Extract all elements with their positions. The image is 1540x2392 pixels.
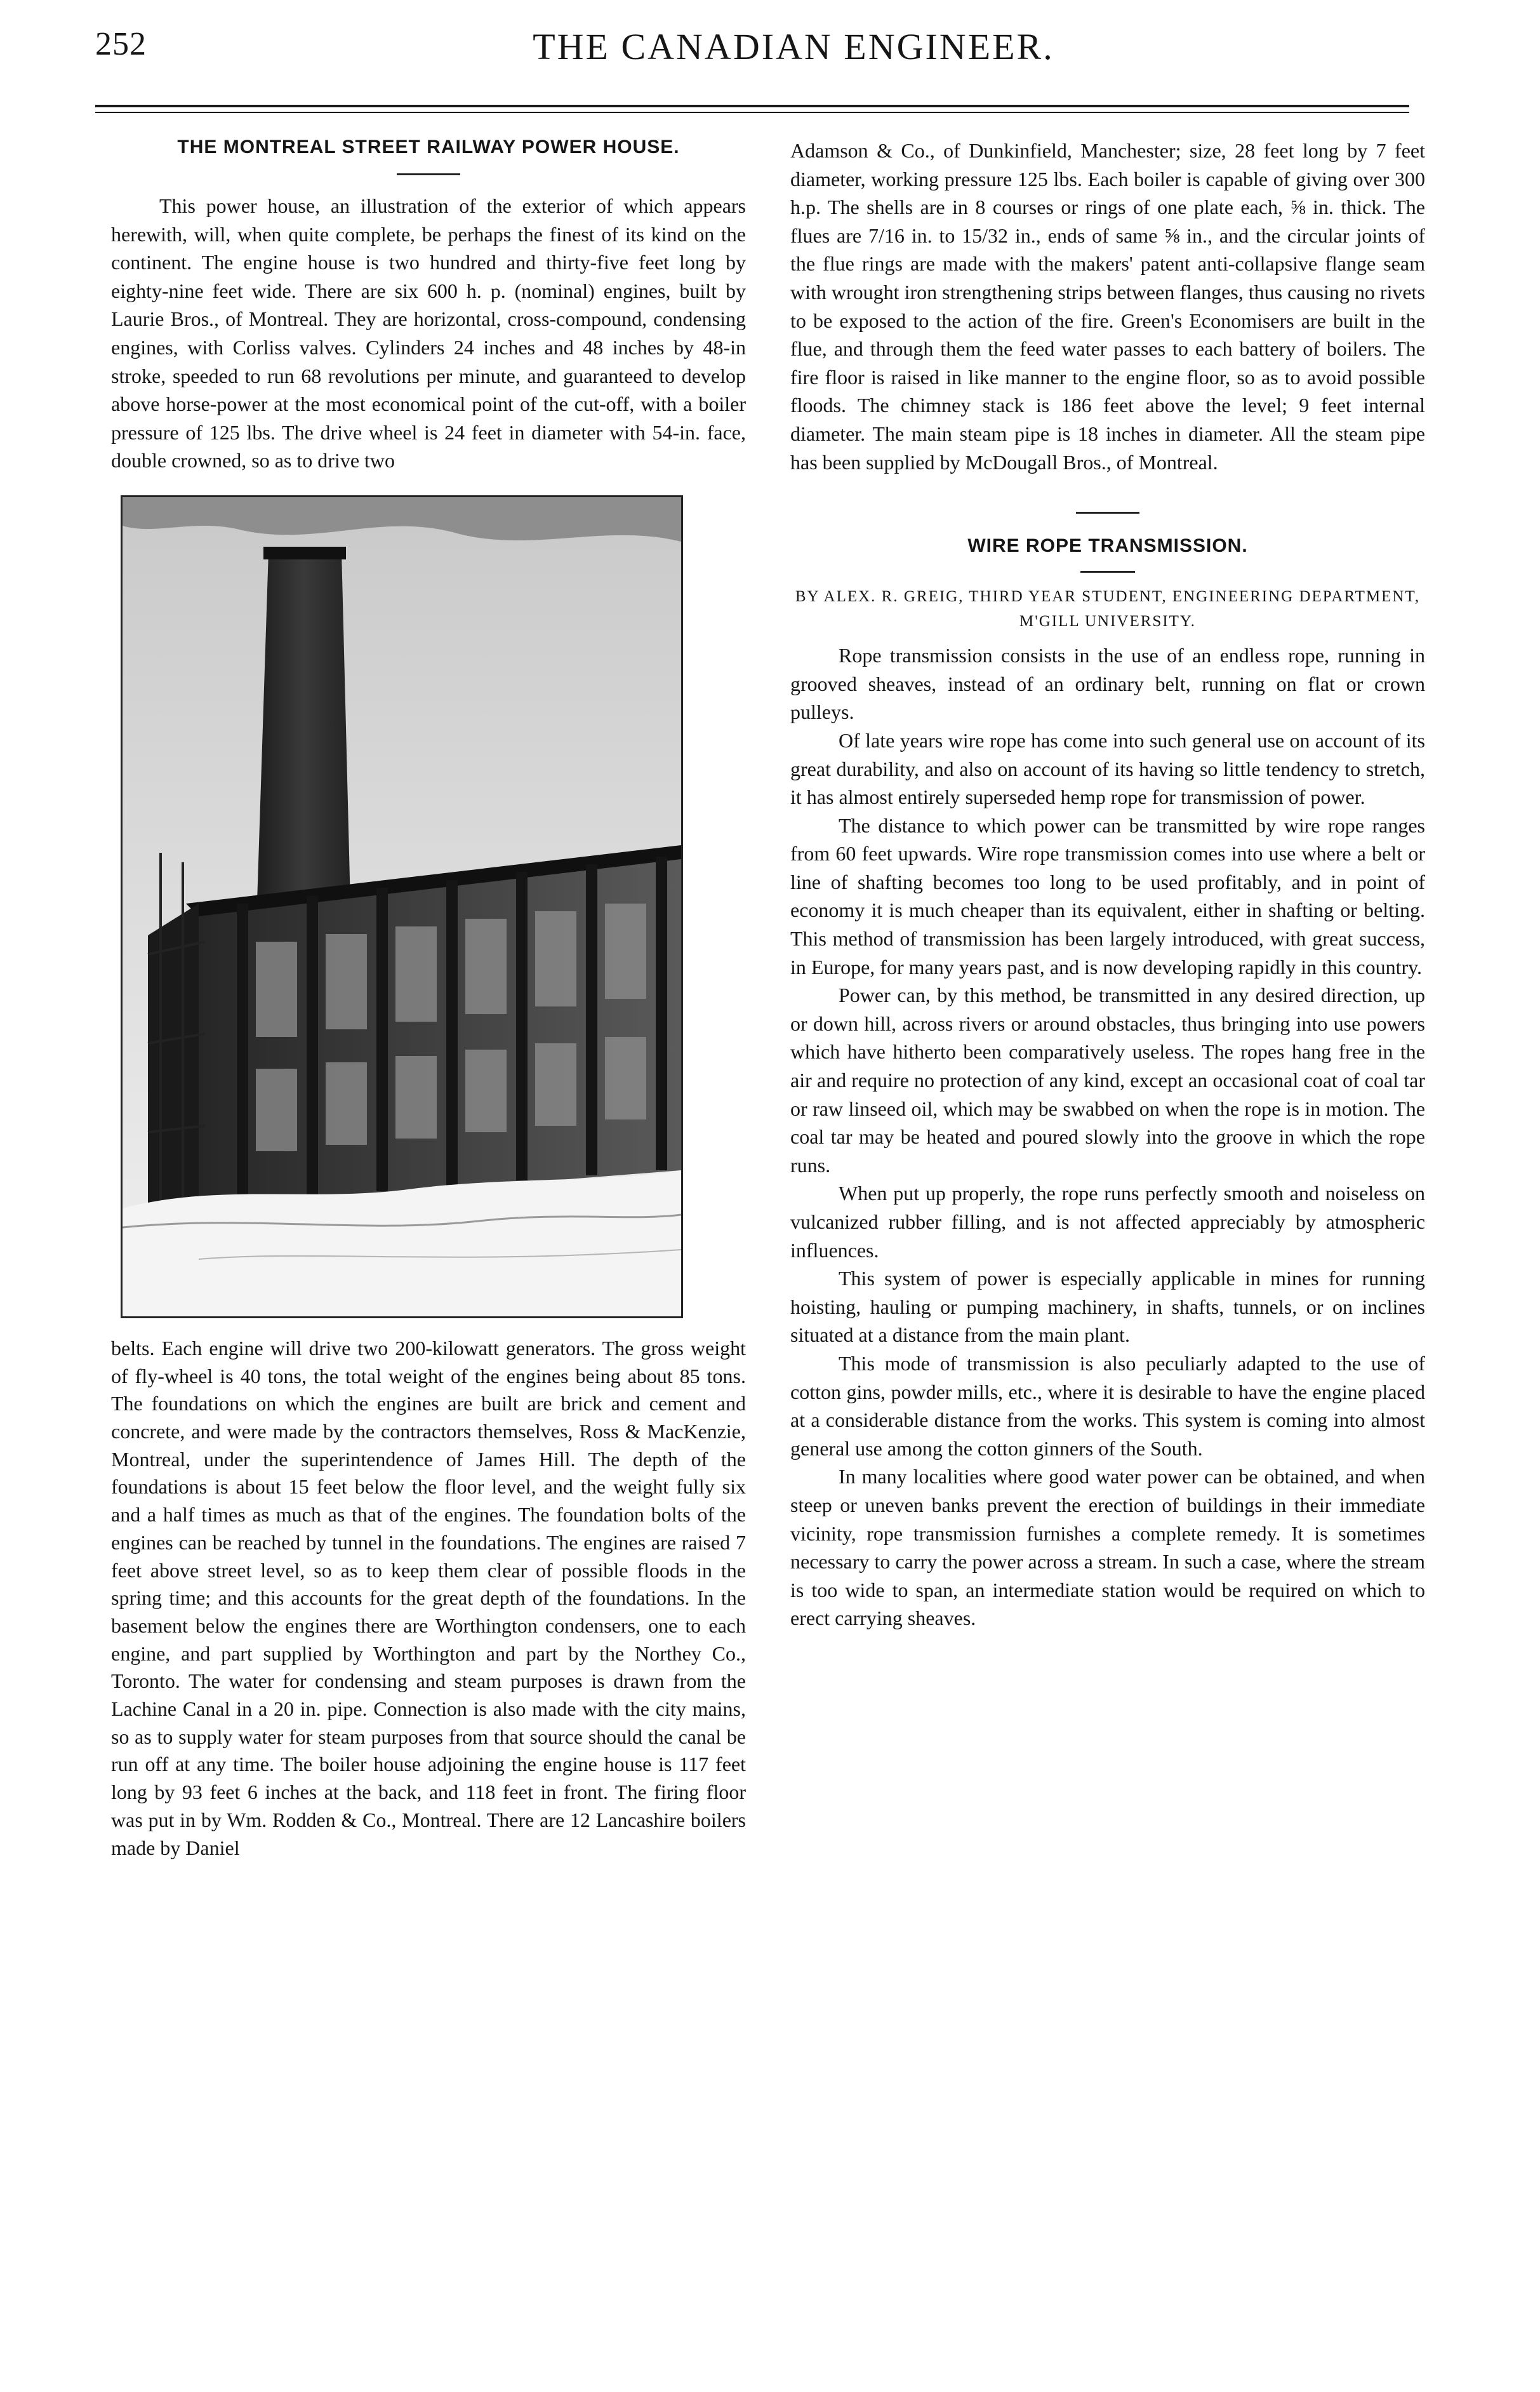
article-paragraph: This mode of transmission is also peculiarly adapted to the use of cotton gins, powder mills, etc., where it is desirable to have the engine placed at a considerable distance from the works. This system is coming into almost general use among the cotton ginners of the South.	[790, 1351, 1425, 1460]
article-paragraph: Of late years wire rope has come into such general use on account of its great durability, and also on account of its having so little tendency to stretch, it has almost entirely superseded hemp rope for transmission of power.	[790, 728, 1425, 809]
power-house-photograph	[121, 495, 683, 1318]
article-paragraph: This system of power is especially applicable in mines for running hoisting, hauling or pumping machinery, in shafts, tunnels, or on inclines situated at a distance from the main plant.	[790, 1267, 1425, 1347]
power-house-illustration	[123, 497, 681, 1316]
article-title-power-house: THE MONTREAL STREET RAILWAY POWER HOUSE.	[177, 137, 680, 157]
article-paragraph: This power house, an illustration of the exterior of which appears herewith, will, when quite complete, be perhaps the finest of its kind on the continent. The engine house is two hundred and thirty-five feet long by eighty-nine feet wide. There are six 600 h. p. (nominal) engines, built by Laurie Bros., of Montreal. They are horizontal, cross-compound, condensing engines, with Corliss valves. Cylinders 24 inches and 48 inches by 48-in stroke, speeded to run 68 revolutions per minute, and guaranteed to develop above horse-power at the most economical point of the cut-off, with a boiler pressure of 125 lbs. The drive wheel is 24 feet in diameter with 54-in. face, double crowned, so as to drive two	[111, 194, 746, 472]
left-column	[111, 137, 746, 1862]
article-title-wire-rope: WIRE ROPE TRANSMISSION.	[967, 535, 1248, 557]
page-number: 252	[95, 26, 147, 62]
article-paragraph: belts. Each engine will drive two 200-kilowatt generators. The gross weight of fly-wheel is 40 tons, the total weight of the engines being about 85 tons. The foundations on which the engines are built are brick and cement and concrete, and were made by the contractors themselves, Ross & MacKenzie, Montreal, under the superintendence of James Hill. The depth of the foundations is about 15 feet below the floor level, and the weight fully six and a half times as much as that of the engines. The foundation bolts of the engines can be reached by tunnel in the foundations. The engines are raised 7 feet above street level, so as to keep them clear of possible floods in the spring time; and this accounts for the great depth of the foundations. In the basement below the engines there are Worthington condensers, one to each engine, and part supplied by Worthington and part by the Northey Co., Toronto. The water for condensing and steam purposes is drawn from the Lachine Canal in a 20 in. pipe. Connection is also made with the city mains, so as to supply water for steam purposes from that source should the canal be run off at any time. The boiler house adjoining the engine house is 117 feet long by 93 feet 6 inches at the back, and 118 feet in front. The firing floor was put in by Wm. Rodden & Co., Montreal. There are 12 Lancashire boilers made by Daniel	[111, 1336, 746, 1859]
article-separator-rule	[1076, 512, 1139, 514]
journal-title: THE CANADIAN ENGINEER.	[533, 26, 1054, 67]
article-paragraph: Adamson & Co., of Dunkinfield, Manchester; size, 28 feet long by 7 feet diameter, working pressure 125 lbs. Each boiler is capable of giving over 300 h.p. The shells are in 8 courses or rings of one plate each, ⅝ in. thick. The flues are 7/16 in. to 15/32 in., ends of same ⅝ in., and the circular joints of the flue rings are made with the makers' patent anti-collapsive flange seam with wrought iron strengthening strips between flanges, thus causing no rivets to be exposed to the action of the fire. Green's Economisers are built in the flue, and through them the feed water passes to each battery of boilers. The fire floor is raised in like manner to the engine floor, so as to avoid possible floods. The chimney stack is 186 feet above the level; 9 feet internal diameter. The main steam pipe is 18 inches in diameter. All the steam pipe has been supplied by McDougall Bros., of Montreal.	[790, 139, 1425, 474]
title-rule	[1080, 571, 1135, 573]
header-rule	[95, 105, 1409, 107]
right-column	[790, 137, 1425, 1633]
article-paragraph: Rope transmission consists in the use of an endless rope, running in grooved sheaves, instead of an ordinary belt, running on flat or crown pulleys.	[790, 644, 1425, 724]
article-paragraph: Power can, by this method, be transmitted in any desired direction, up or down hill, across rivers or around obstacles, thus bringing into use powers which have hitherto been comparatively useless. The ropes hang free in the air and require no protection of any kind, except an occasional coat of coal tar or raw linseed oil, which may be swabbed on when the rope is in motion. The coal tar may be heated and poured slowly into the groove in which the rope runs.	[790, 984, 1425, 1177]
article-paragraph: In many localities where good water power can be obtained, and when steep or uneven banks prevent the erection of buildings in their immediate vicinity, rope transmission furnishes a complete remedy. It is sometimes necessary to carry the power across a stream. In such a case, where the stream is too wide to span, an intermediate station would be required on which to erect carrying sheaves.	[790, 1465, 1425, 1630]
article-paragraph: The distance to which power can be transmitted by wire rope ranges from 60 feet upwards. Wire rope transmission comes into use where a belt or line of shafting becomes too long to be used profitably, and in point of economy it is much cheaper than its equivalent, either in shafting or belting. This method of transmission has been largely introduced, with great success, in Europe, for many years past, and is now developing rapidly in this country.	[790, 813, 1425, 979]
header-rule-thin	[95, 112, 1409, 113]
byline: BY ALEX. R. GREIG, THIRD YEAR STUDENT, ENGINEERING DEPARTMENT, M'GILL UNIVERSITY.	[795, 588, 1421, 631]
title-rule	[397, 173, 460, 175]
article-paragraph: When put up properly, the rope runs perfectly smooth and noiseless on vulcanized rubber filling, and is not affected appreciably by atmospheric influences.	[790, 1182, 1425, 1262]
